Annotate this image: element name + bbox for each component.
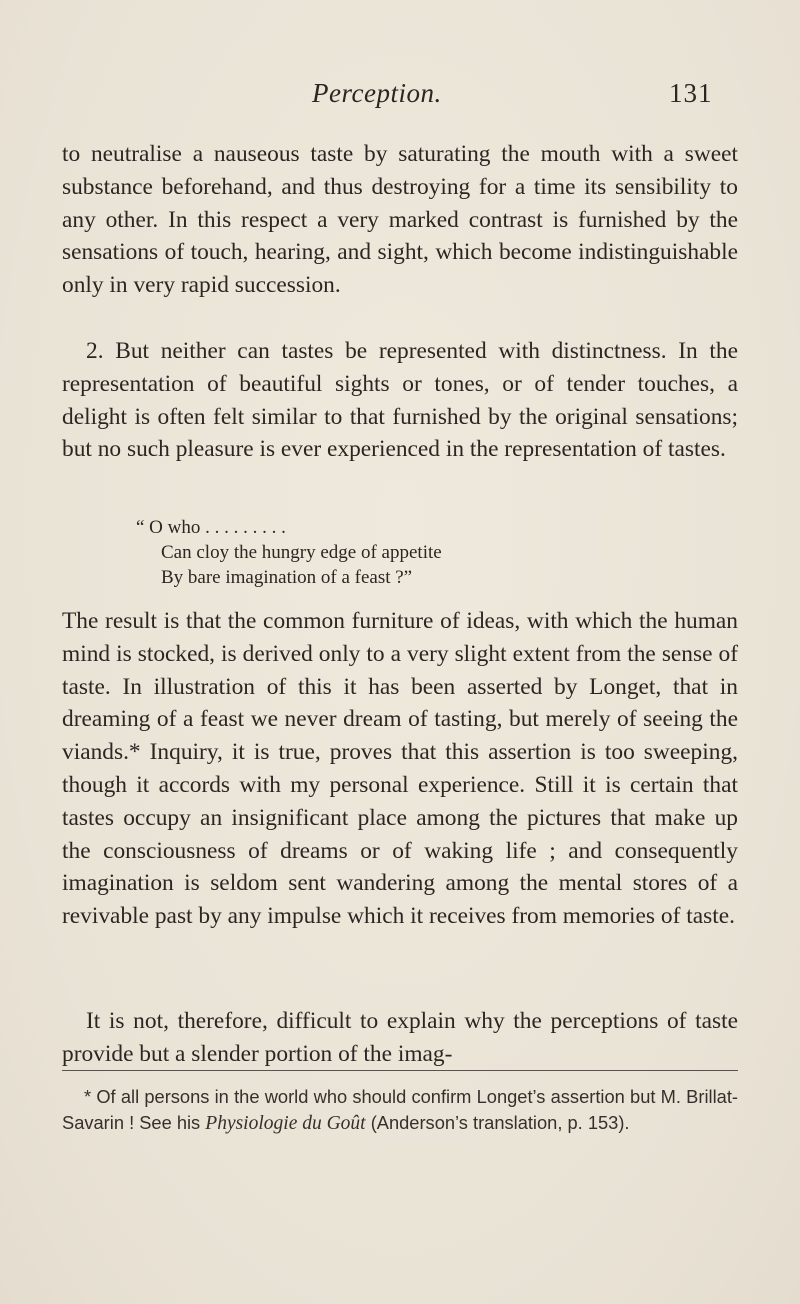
page-number: 131 <box>669 78 713 108</box>
paragraph-2-text: 2. But neither can tastes be represented with distinctness. In the representation of beautiful sights or tones, or of tender touches, a delight is often felt similar to that furnished by the original sensations; but no such pleasure is ever experienced in the representation of tastes. <box>62 338 738 463</box>
footnote-divider <box>62 1070 738 1071</box>
paragraph-1 <box>62 138 738 302</box>
paragraph-4 <box>62 1005 738 1071</box>
running-title: Perception. <box>312 78 442 108</box>
paragraph-3-text: The result is that the common furniture of ideas, with which the human mind is stocked, is derived only to a very slight extent from the sense of taste. In illustration of this it has been asserted by Longet, that in dreaming of a feast we never dream of tasting, but merely of seeing the viands.* Inquiry, it is true, proves that this assertion is too sweeping, though it accords with my personal experience. Still it is certain that tastes occupy an insignificant place among the pictures that make up the consciousness of dreams or of waking life ; and consequently imagination is seldom sent wandering among the mental stores of a revivable past by any impulse which it receives from memories of taste. <box>62 608 738 930</box>
footnote <box>62 1084 738 1136</box>
paragraph-3 <box>62 605 738 933</box>
footnote-text-end: (Anderson’s translation, p. 153). <box>365 1111 630 1133</box>
paragraph-4-text: It is not, therefore, difficult to explain why the perceptions of taste provide but a slender portion of the imag- <box>62 1008 738 1067</box>
footnote-text-start: * Of all persons in the world who should confirm Longet’s assertion but M. Brillat-Savarin ! See his <box>62 1086 738 1133</box>
verse-line-2: Can cloy the hungry edge of appetite <box>161 542 442 563</box>
paragraph-1-text: to neutralise a nauseous taste by saturating the mouth with a sweet substance beforehand, and thus destroying for a time its sensibility to any other. In this respect a very marked contrast is furnished by the sensations of touch, hearing, and sight, which become indistinguishable only in very rapid succession. <box>62 141 738 299</box>
paragraph-2 <box>62 335 738 466</box>
verse-line-1: “ O who . . . . . . . . . <box>136 517 286 538</box>
verse-line-3: By bare imagination of a feast ?” <box>161 567 413 588</box>
footnote-book-title: Physiologie du Goût <box>205 1112 366 1134</box>
